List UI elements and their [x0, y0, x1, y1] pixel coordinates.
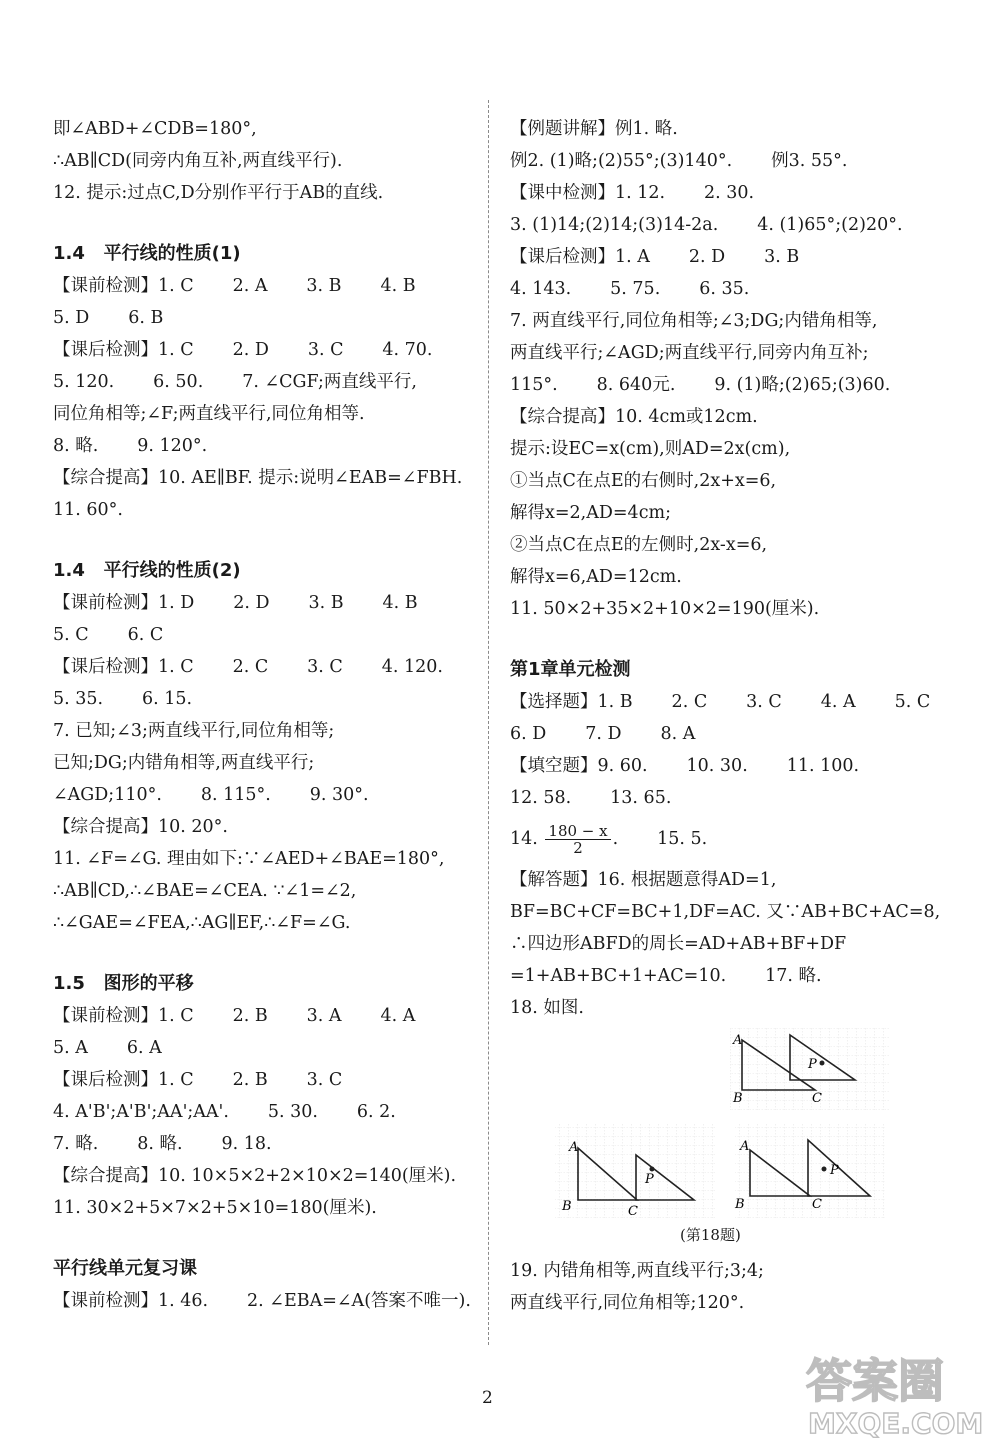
- text-line: 5. A 6. A: [53, 1038, 162, 1058]
- text-line: ∠AGD;110°. 8. 115°. 9. 30°.: [53, 785, 369, 805]
- text-line: 【综合提高】10. 4cm或12cm.: [510, 407, 758, 427]
- text-line: 【填空题】9. 60. 10. 30. 11. 100.: [510, 756, 860, 776]
- text-line: 【课后检测】1. C 2. D 3. C 4. 70.: [53, 340, 433, 360]
- text-line: 【课后检测】1. C 2. B 3. C: [53, 1070, 343, 1090]
- page-number: 2: [482, 1388, 493, 1408]
- text-line: 5. 120. 6. 50. 7. ∠CGF;两直线平行,: [53, 372, 417, 392]
- text-line: 5. 35. 6. 15.: [53, 689, 193, 709]
- text-line: 12. 58. 13. 65.: [510, 788, 672, 808]
- figure-bottom-right: [734, 1123, 885, 1218]
- figure-18: [550, 1028, 890, 1253]
- label-P: P: [808, 1057, 817, 1072]
- text-line: 5. D 6. B: [53, 308, 164, 328]
- text-line: 解得x=2,AD=4cm;: [510, 503, 671, 523]
- text-line: 4. 143. 5. 75. 6. 35.: [510, 279, 750, 299]
- text-line: ∴∠GAE=∠FEA,∴AG∥EF,∴∠F=∠G.: [53, 913, 351, 933]
- text-line: 4. A'B';A'B';AA';AA'. 5. 30. 6. 2.: [53, 1102, 396, 1122]
- text-line: ∴AB∥CD,∴∠BAE=∠CEA. ∵∠1=∠2,: [53, 881, 357, 901]
- text-line: 【课前检测】1. D 2. D 3. B 4. B: [53, 593, 418, 613]
- text-line: 同位角相等;∠F;两直线平行,同位角相等.: [53, 404, 365, 424]
- right-column: [510, 113, 950, 1024]
- text-line: 【选择题】1. B 2. C 3. C 4. A 5. C: [510, 692, 931, 712]
- text-line: 【课前检测】1. C 2. A 3. B 4. B: [53, 276, 416, 296]
- watermark-top: 答案圈: [806, 1354, 944, 1408]
- text-line: ∴AB∥CD(同旁内角互补,两直线平行).: [53, 151, 343, 171]
- right-column-tail: [510, 1255, 950, 1319]
- fraction-numerator: 180 − x: [545, 823, 610, 841]
- text-line: 两直线平行;∠AGD;两直线平行,同旁内角互补;: [510, 343, 869, 363]
- section-heading: 平行线单元复习课: [53, 1258, 197, 1279]
- label-C: C: [628, 1204, 638, 1219]
- text-line: 12. 提示:过点C,D分别作平行于AB的直线.: [53, 183, 384, 203]
- text-line: 7. 两直线平行,同位角相等;∠3;DG;内错角相等,: [510, 311, 878, 331]
- text-line: 提示:设EC=x(cm),则AD=2x(cm),: [510, 439, 791, 459]
- watermark-bottom: MXQE.COM: [808, 1407, 984, 1440]
- label-B: B: [735, 1197, 745, 1212]
- text-line: 11. 50×2+35×2+10×2=190(厘米).: [510, 599, 820, 619]
- text-line: 11. 60°.: [53, 500, 123, 520]
- text-line: 例2. (1)略;(2)55°;(3)140°. 例3. 55°.: [510, 151, 848, 171]
- column-divider: [488, 100, 489, 1345]
- watermark-logo: [800, 1345, 995, 1440]
- text-line: 【综合提高】10. 10×5×2+2×10×2=140(厘米).: [53, 1166, 457, 1186]
- fraction: [545, 823, 610, 857]
- text-line: 115°. 8. 640元. 9. (1)略;(2)65;(3)60.: [510, 375, 891, 395]
- section-heading: 1.4 平行线的性质(1): [53, 243, 241, 264]
- text-line: 8. 略. 9. 120°.: [53, 436, 208, 456]
- text-line: 【课后检测】1. C 2. C 3. C 4. 120.: [53, 657, 443, 677]
- label-P: P: [645, 1172, 654, 1187]
- text-line: 7. 已知;∠3;两直线平行,同位角相等;: [53, 721, 335, 741]
- text-line: 【课后检测】1. A 2. D 3. B: [510, 247, 800, 267]
- text-line: 两直线平行,同位角相等;120°.: [510, 1293, 745, 1313]
- figure-bottom-left: [555, 1123, 715, 1219]
- label-C: C: [812, 1091, 822, 1106]
- section-heading: 1.5 图形的平移: [53, 973, 194, 994]
- fraction-denominator: 2: [573, 839, 583, 857]
- text-line: ∴四边形ABFD的周长=AD+AB+BF+DF: [510, 934, 847, 954]
- text-line: 19. 内错角相等,两直线平行;3;4;: [510, 1261, 764, 1281]
- label-B: B: [562, 1199, 572, 1214]
- text-line: ②当点C在点E的左侧时,2x-x=6,: [510, 535, 768, 555]
- label-A: A: [569, 1140, 579, 1155]
- q14-prefix: 14.: [510, 829, 544, 849]
- left-column: [53, 113, 473, 1317]
- question-14-line: [510, 814, 950, 864]
- section-heading: 第1章单元检测: [510, 659, 631, 680]
- text-line: 11. 30×2+5×7×2+5×10=180(厘米).: [53, 1198, 377, 1218]
- text-line: 【例题讲解】例1. 略.: [510, 119, 678, 139]
- text-line: ①当点C在点E的右侧时,2x+x=6,: [510, 471, 777, 491]
- text-line: 7. 略. 8. 略. 9. 18.: [53, 1134, 272, 1154]
- text-line: 解得x=6,AD=12cm.: [510, 567, 682, 587]
- label-C: C: [812, 1197, 822, 1212]
- label-A: A: [740, 1139, 750, 1154]
- text-line: 6. D 7. D 8. A: [510, 724, 696, 744]
- text-line: BF=BC+CF=BC+1,DF=AC. 又∵AB+BC+AC=8,: [510, 902, 941, 922]
- text-line: 即∠ABD+∠CDB=180°,: [53, 119, 257, 139]
- label-B: B: [733, 1091, 743, 1106]
- q14-suffix: . 15. 5.: [612, 829, 708, 849]
- label-P: P: [830, 1163, 839, 1178]
- figure-caption: (第18题): [680, 1226, 741, 1244]
- text-line: 5. C 6. C: [53, 625, 164, 645]
- text-line: 11. ∠F=∠G. 理由如下:∵∠AED+∠BAE=180°,: [53, 849, 445, 869]
- text-line: 【课前检测】1. 46. 2. ∠EBA=∠A(答案不唯一).: [53, 1291, 471, 1311]
- section-heading: 1.4 平行线的性质(2): [53, 560, 241, 581]
- text-line: 18. 如图.: [510, 998, 584, 1018]
- text-line: 【综合提高】10. AE∥BF. 提示:说明∠EAB=∠FBH.: [53, 468, 463, 488]
- text-line: 3. (1)14;(2)14;(3)14-2a. 4. (1)65°;(2)20°.: [510, 215, 903, 235]
- text-line: 【综合提高】10. 20°.: [53, 817, 228, 837]
- text-line: =1+AB+BC+1+AC=10. 17. 略.: [510, 966, 822, 986]
- text-line: 【课中检测】1. 12. 2. 30.: [510, 183, 755, 203]
- text-line: 【解答题】16. 根据题意得AD=1,: [510, 870, 777, 890]
- text-line: 已知;DG;内错角相等,两直线平行;: [53, 753, 315, 773]
- label-A: A: [733, 1033, 743, 1048]
- figure-top: [730, 1028, 890, 1110]
- text-line: 【课前检测】1. C 2. B 3. A 4. A: [53, 1006, 416, 1026]
